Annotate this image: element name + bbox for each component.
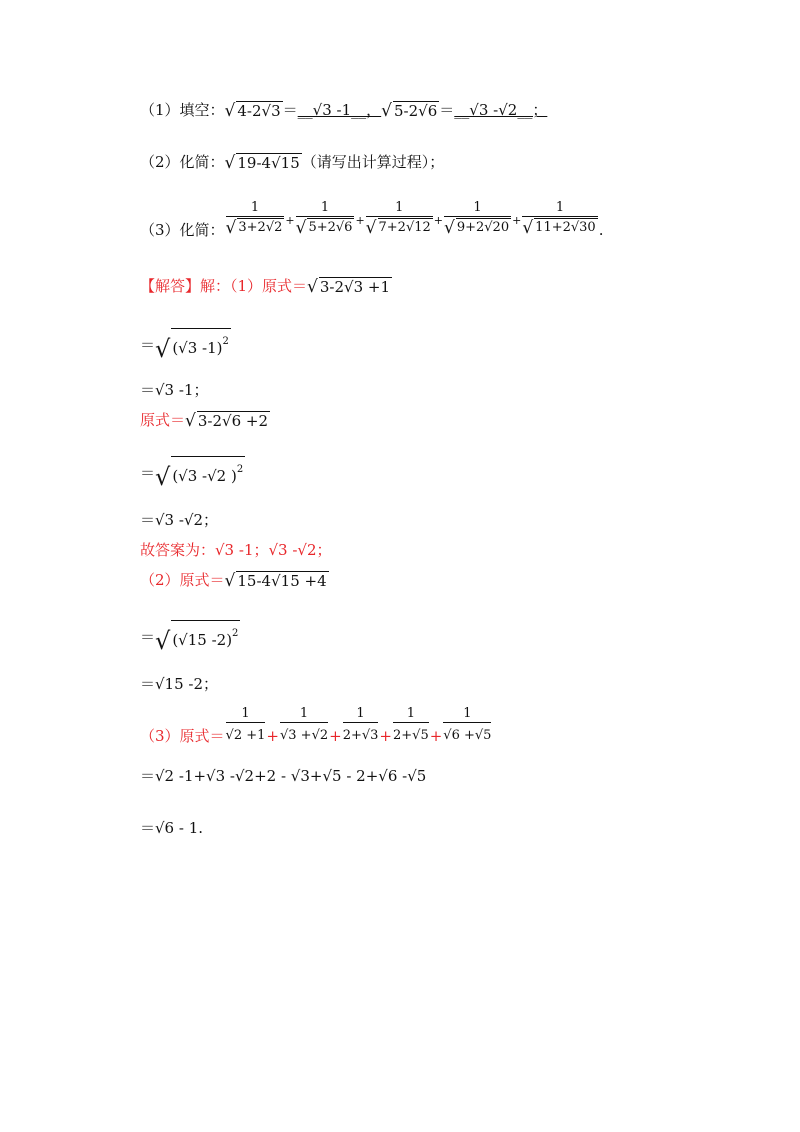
q3-label: （3）化简： (140, 221, 225, 239)
q3-fraction-5: 1 √ 11+2√30 (522, 200, 597, 242)
question-1 (140, 98, 547, 122)
solution-step-9: ＝ √ (√15 -2)$^2$ (140, 620, 240, 653)
solution-step-12: ＝√2 -1+√3 -√2+2 - √3+√5 - 2+√6 -√5 (140, 767, 427, 785)
s1-radical: √ 3-2√3 +1 (307, 276, 391, 297)
q2-label: （2）化简： (140, 153, 225, 171)
q3-fraction-2: 1 √ 5+2√6 (296, 200, 355, 242)
q1-label: （1）填空： (140, 101, 225, 119)
s2-radical: √ (√3 -1)$^2$ (155, 328, 231, 361)
solution-step-3: ＝√3 -1； (140, 381, 209, 399)
q3-fraction-3: 1 √ 7+2√12 (366, 200, 433, 242)
question-2 (140, 150, 444, 174)
s11-fraction-5: $\frac{1}{√6 +√5}$ (443, 706, 491, 748)
q1-answer-1: __√3 -1__， (297, 101, 382, 119)
solution-step-5: ＝ √ (√3 -√2 )$^2$ (140, 456, 245, 489)
solution-step-4: 原式＝ √ 3-2√6 +2 (140, 410, 268, 431)
q1-equals-1: ＝ (282, 101, 298, 119)
s8-radical: √ 15-4√15 +4 (224, 570, 327, 591)
q3-end: . (598, 221, 604, 239)
solution-step-13: ＝√6 - 1. (140, 819, 204, 837)
q1-radical-1: √ 4-2√3 (224, 100, 281, 121)
solution-step-11: （3）原式＝ $\frac{1}{√2 +1}$ + $\frac{1}{√3 +√2}$ + $\frac{1}{2+√3}$ + $\frac{1}{2+√5}$ + $\frac{1}{√6 +√5}$ (140, 706, 492, 748)
q2-radical: √ 19-4√15 (224, 152, 300, 173)
solution-title: 【解答】解：（1）原式＝ (140, 277, 308, 295)
s4-radical: √ 3-2√6 +2 (185, 410, 268, 431)
q2-note: （请写出计算过程）； (301, 153, 445, 171)
solution-step-6: ＝√3 -√2； (140, 511, 219, 529)
s11-fraction-2: $\frac{1}{√3 +√2}$ (280, 706, 328, 748)
q1-equals-2: ＝ (439, 101, 455, 119)
s9-radical: √ (√15 -2)$^2$ (155, 620, 240, 653)
solution-step-8: （2）原式＝ √ 15-4√15 +4 (140, 570, 327, 591)
s5-radical: √ (√3 -√2 )$^2$ (155, 456, 245, 489)
s11-fraction-4: $\frac{1}{2+√5}$ (393, 706, 429, 748)
question-3: （3）化简： 1 √ 3+2√2 + 1 √ 5+2√6 + 1 √ 7+2√12 + 1 √ 9+2√20 + 1 √ 11+2√30 . (140, 200, 603, 242)
q1-radical-2: √ 5-2√6 (381, 100, 438, 121)
q3-fraction-1: 1 √ 3+2√2 (226, 200, 285, 242)
q3-fraction-4: 1 √ 9+2√20 (444, 200, 511, 242)
solution-step-7: 故答案为：√3 -1；√3 -√2； (140, 541, 332, 559)
s11-fraction-3: $\frac{1}{2+√3}$ (343, 706, 379, 748)
solution-step-2: ＝ √ (√3 -1)$^2$ (140, 328, 231, 361)
solution-step-10: ＝√15 -2； (140, 675, 219, 693)
q1-answer-2: __√3 -√2__； (454, 101, 548, 119)
s11-fraction-1: $\frac{1}{√2 +1}$ (226, 706, 266, 748)
solution-heading (140, 274, 392, 298)
